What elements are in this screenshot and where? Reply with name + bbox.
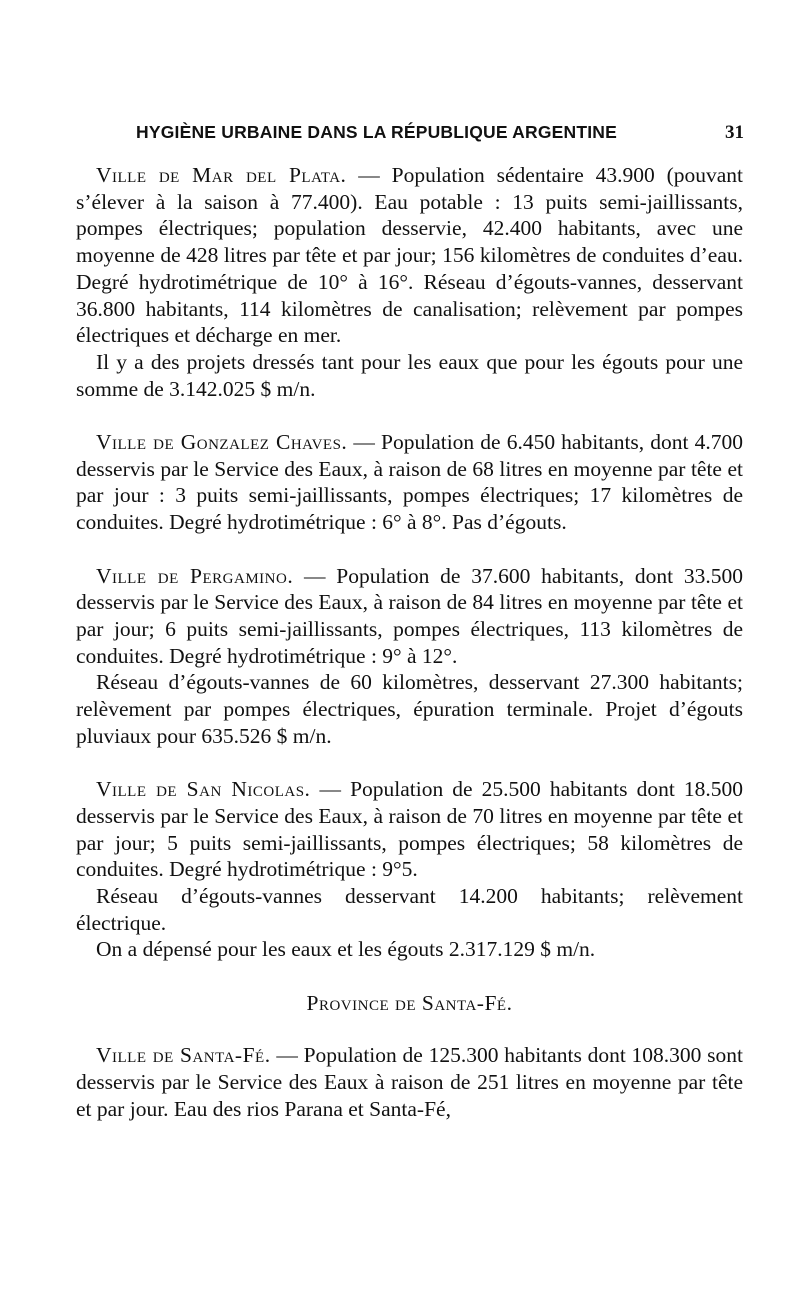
paragraph-text: — Population de 6.450 habitants, dont 4.700 desservis par le Service des Eaux, à raison de 68 litres en moyenne par tête et par jour : 3 puits semi-jaillissants, pompes électriques; 17 kilomètres de conduites. Degré hydrotimétrique : 6° à 8°. Pas d’égouts. xyxy=(76,430,743,535)
section-mar-del-plata xyxy=(76,162,743,402)
paragraph xyxy=(76,883,743,936)
city-heading: Ville de Santa-Fé. xyxy=(96,1043,271,1068)
page-number: 31 xyxy=(725,122,744,143)
paragraph xyxy=(76,563,743,670)
city-heading: Ville de Pergamino. xyxy=(96,563,294,588)
paragraph-text: — Population de 125.300 habitants dont 108.300 sont desservis par le Service des Eaux à raison de 251 litres en moyenne par tête et par jour. Eau des rios Parana et Santa-Fé, xyxy=(76,1043,744,1121)
paragraph-text: Réseau d’égouts-vannes de 60 kilomètres, desservant 27.300 habitants; relèvement par pompes électriques, épuration terminale. Projet d’égouts pluviaux pour 635.526 $ m/n. xyxy=(76,670,743,748)
paragraph xyxy=(76,669,743,749)
paragraph-text: — Population de 37.600 habitants, dont 33.500 desservis par le Service des Eaux, à raison de 84 litres en moyenne par tête et par jour; 6 puits semi-jaillissants, pompes électriques, 113 kilomètres de conduites. Degré hydrotimétrique : 9° à 12°. xyxy=(76,563,743,668)
section-san-nicolas xyxy=(76,776,743,963)
paragraph xyxy=(76,162,743,349)
paragraph-text: Réseau d’égouts-vannes desservant 14.200 habitants; relèvement électrique. xyxy=(76,883,743,935)
paragraph xyxy=(76,776,743,883)
city-heading: Ville de San Nicolas. xyxy=(96,777,311,802)
running-title: HYGIÈNE URBAINE DANS LA RÉPUBLIQUE ARGENTINE xyxy=(136,122,618,142)
section-pergamino xyxy=(76,563,743,750)
province-heading: Province de Santa-Fé. xyxy=(306,990,513,1015)
paragraph-text: Il y a des projets dressés tant pour les eaux que pour les égouts pour une somme de 3.142.025 $ m/n. xyxy=(76,349,743,401)
paragraph xyxy=(76,936,743,963)
city-heading: Ville de Gonzalez Chaves. xyxy=(96,430,348,455)
paragraph xyxy=(76,349,743,402)
section-santa-fe xyxy=(76,1042,743,1122)
paragraph-text: On a dépensé pour les eaux et les égouts 2.317.129 $ m/n. xyxy=(96,937,596,962)
body-text xyxy=(76,162,743,1149)
paragraph xyxy=(76,1042,743,1122)
city-heading: Ville de Mar del Plata. xyxy=(96,163,347,187)
paragraph-text: — Population de 25.500 habitants dont 18.500 desservis par le Service des Eaux, à raison de 70 litres en moyenne par tête et par jour; 5 puits semi-jaillissants, pompes électriques; 58 kilomètres de conduites. Degré hydrotimétrique : 9°5. xyxy=(76,777,743,882)
paragraph xyxy=(76,429,743,536)
running-head xyxy=(76,122,744,144)
section-gonzalez-chaves xyxy=(76,429,743,536)
paragraph-text: — Population sédentaire 43.900 (pouvant s’élever à la saison à 77.400). Eau potable : 13 puits semi-jaillissants, pompes électriques; population desservie, 42.400 habitants, avec une moyenne de 428 litres par tête et par jour; 156 kilomètres de conduites d’eau. Degré hydrotimétrique de 10° à 16°. Réseau d’égouts-vannes, desservant 36.800 habitants, 114 kilomètres de canalisation; relèvement par pompes électriques et décharge en mer. xyxy=(76,163,743,348)
